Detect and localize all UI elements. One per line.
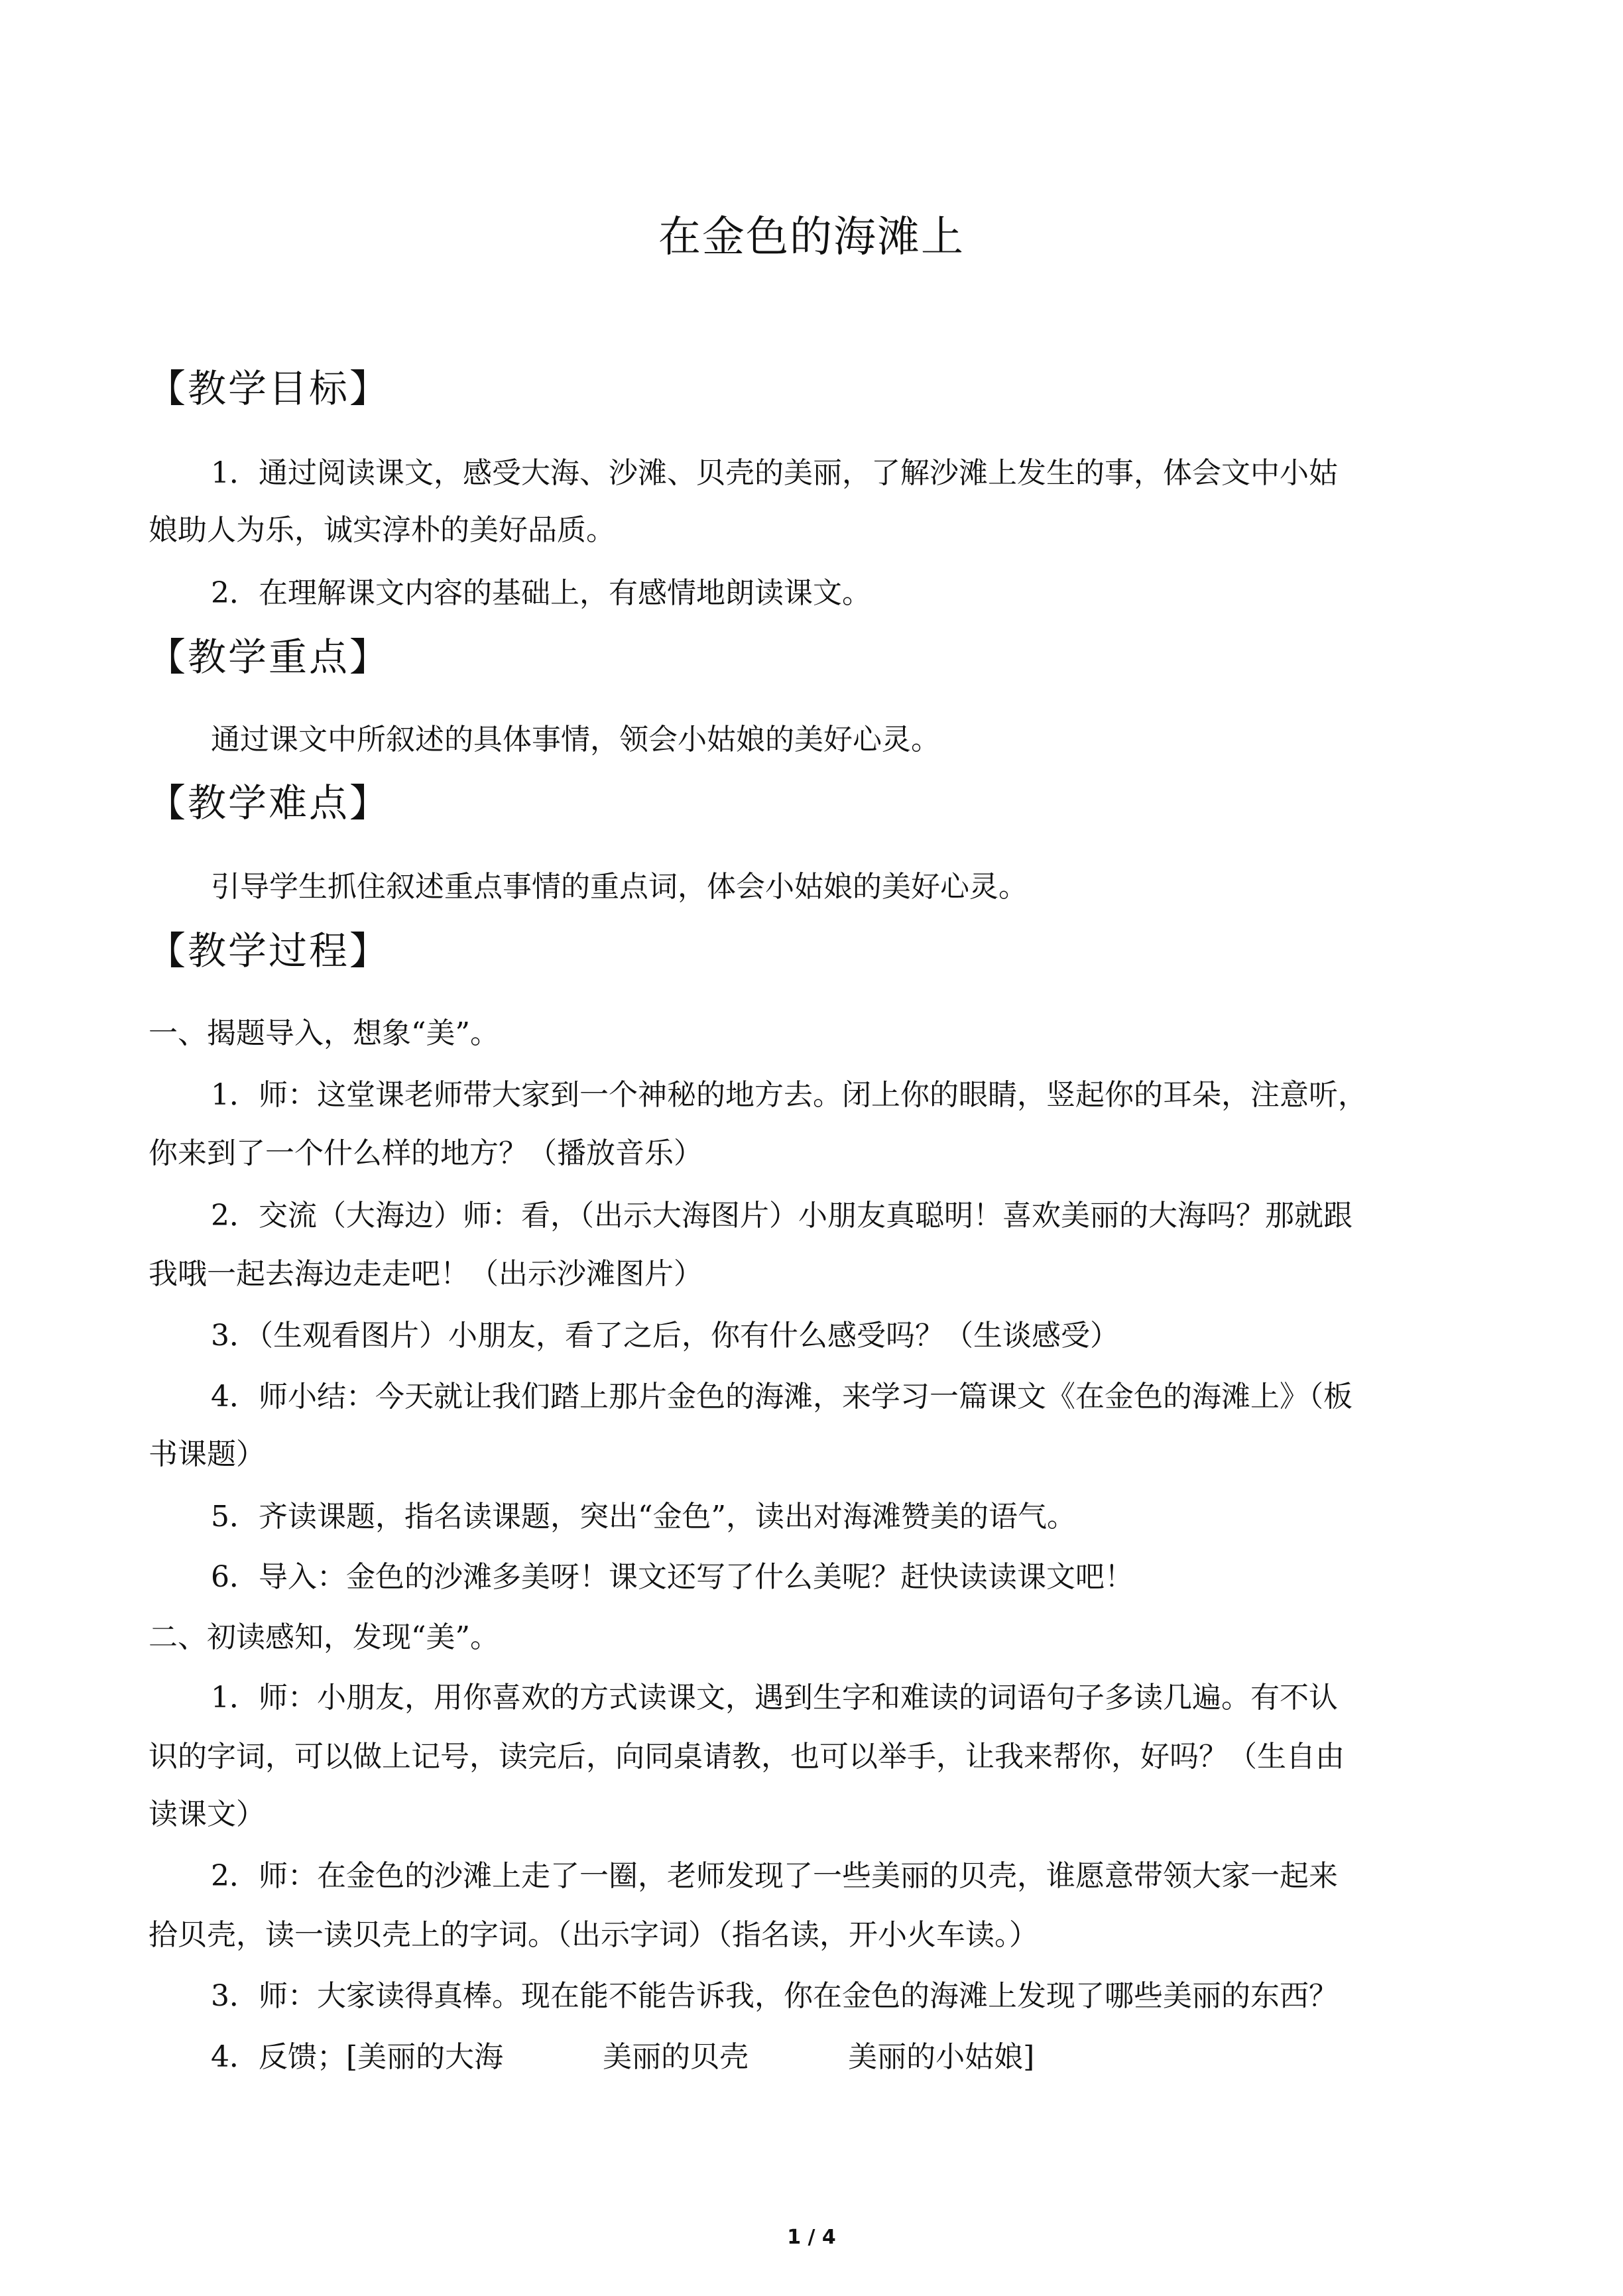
heading-teaching-difficulty: 【教学难点】: [147, 780, 391, 825]
part1-line-8: 5．齐读课题，指名读课题，突出“金色”，读出对海滩赞美的语气。: [211, 1500, 1076, 1534]
part1-line-9: 6．导入：金色的沙滩多美呀！课文还写了什么美呢？赶快读读课文吧！: [211, 1560, 1134, 1594]
feedback-item-1: 4．反馈；[美丽的大海: [211, 2040, 504, 2074]
goal-line-2: 娘助人为乐，诚实淳朴的美好品质。: [149, 513, 615, 547]
part1-line-3: 2．交流（大海边）师：看，（出示大海图片）小朋友真聪明！喜欢美丽的大海吗？那就跟: [211, 1199, 1352, 1233]
part2-line-5: 拾贝壳，读一读贝壳上的字词。（出示字词）（指名读，开小火车读。）: [149, 1918, 1038, 1952]
part2-line-6: 3．师：大家读得真棒。现在能不能告诉我，你在金色的海滩上发现了哪些美丽的东西？: [211, 1979, 1338, 2013]
focus-text: 通过课文中所叙述的具体事情，领会小姑娘的美好心灵。: [211, 723, 940, 756]
part1-line-6: 4．师小结：今天就让我们踏上那片金色的海滩，来学习一篇课文《在金色的海滩上》（板: [211, 1380, 1352, 1414]
page-number: 1 / 4: [787, 2226, 836, 2249]
heading-teaching-focus: 【教学重点】: [147, 634, 391, 680]
goal-line-1: 1．通过阅读课文，感受大海、沙滩、贝壳的美丽，了解沙滩上发生的事，体会文中小姑: [211, 456, 1338, 490]
heading-teaching-process: 【教学过程】: [147, 928, 391, 973]
goal-line-3: 2．在理解课文内容的基础上，有感情地朗读课文。: [211, 576, 871, 610]
part2-line-1: 1．师：小朋友，用你喜欢的方式读课文，遇到生字和难读的词语句子多读几遍。有不认: [211, 1681, 1338, 1715]
part1-line-1: 1．师：这堂课老师带大家到一个神秘的地方去。闭上你的眼睛，竖起你的耳朵，注意听，: [211, 1078, 1367, 1112]
part1-line-4: 我哦一起去海边走走吧！（出示沙滩图片）: [149, 1257, 703, 1291]
document-title: 在金色的海滩上: [658, 213, 965, 262]
part1-title: 一、揭题导入，想象“美”。: [149, 1016, 499, 1050]
part2-line-2: 识的字词，可以做上记号，读完后，向同桌请教，也可以举手，让我来帮你，好吗？（生自由: [149, 1740, 1345, 1774]
part2-feedback-line: [211, 2039, 1034, 2076]
feedback-item-2: 美丽的贝壳: [603, 2040, 749, 2074]
part2-line-4: 2．师：在金色的沙滩上走了一圈，老师发现了一些美丽的贝壳，谁愿意带领大家一起来: [211, 1859, 1338, 1893]
heading-teaching-goals: 【教学目标】: [147, 366, 391, 411]
feedback-item-3: 美丽的小姑娘]: [848, 2040, 1035, 2074]
difficulty-text: 引导学生抓住叙述重点事情的重点词，体会小姑娘的美好心灵。: [211, 870, 1028, 904]
part1-line-5: 3．（生观看图片）小朋友，看了之后，你有什么感受吗？（生谈感受）: [211, 1319, 1119, 1353]
part2-title: 二、初读感知，发现“美”。: [149, 1620, 499, 1654]
part2-line-3: 读课文）: [149, 1797, 265, 1831]
part1-line-2: 你来到了一个什么样的地方？（播放音乐）: [149, 1136, 703, 1170]
part1-line-7: 书课题）: [149, 1437, 265, 1471]
